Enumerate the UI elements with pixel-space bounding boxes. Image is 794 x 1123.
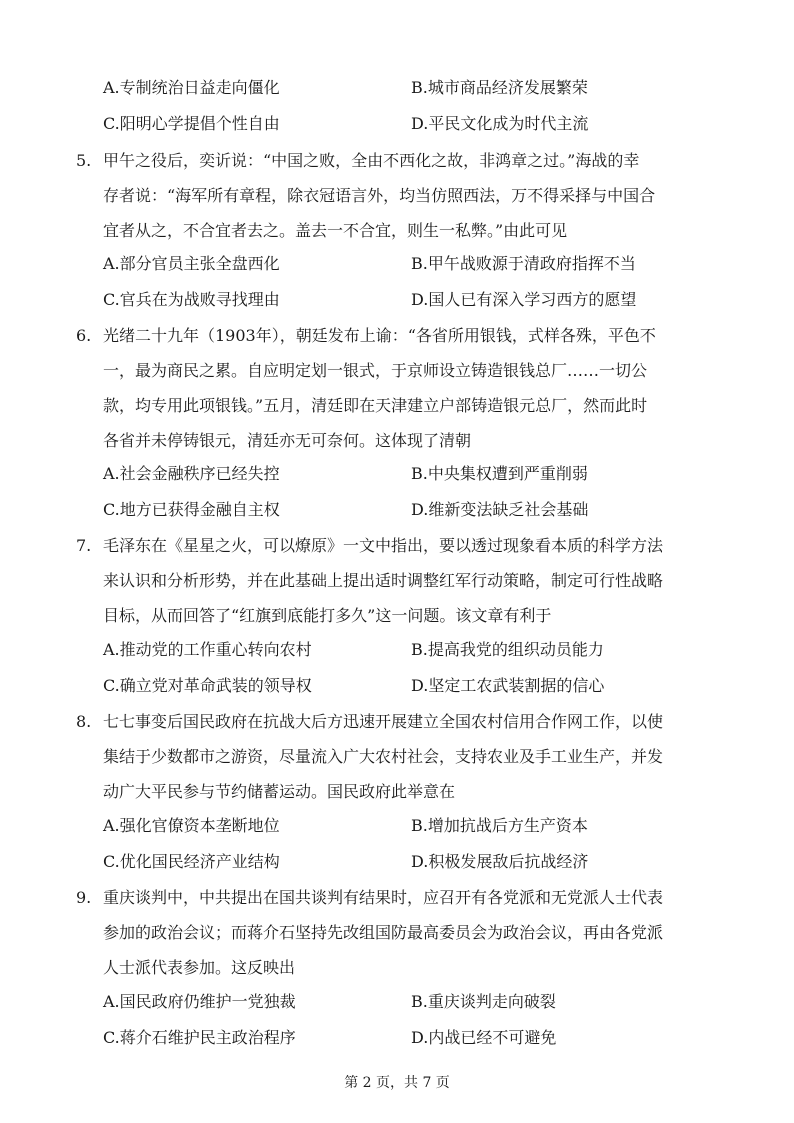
q4-option-d: D.平民文化成为时代主流 — [411, 114, 589, 133]
q4-option-row-1 — [103, 70, 763, 106]
q9-option-c: C.蒋介石维护民主政治程序 — [103, 1028, 296, 1047]
question-9-line-3: 人士派代表参加。这反映出 — [103, 958, 296, 977]
question-5-line-1: 5. 甲午之役后，奕䜣说：“中国之败，全由不西化之故，非鸿章之过。”海战的幸 — [76, 143, 716, 178]
q7-option-c: C.确立党对革命武装的领导权 — [103, 676, 312, 695]
question-7-number: 7. — [76, 536, 92, 555]
q6-option-row-1 — [103, 456, 763, 492]
q8-option-b: B.增加抗战后方生产资本 — [411, 816, 588, 835]
q4-option-b: B.城市商品经济发展繁荣 — [411, 78, 588, 97]
q9-option-d: D.内战已经不可避免 — [411, 1028, 557, 1047]
question-7-line-2: 来认识和分析形势，并在此基础上提出适时调整红军行动策略，制定可行性战略 — [103, 571, 664, 590]
q9-option-row-1 — [103, 984, 763, 1020]
q5-option-a: A.部分官员主张全盘西化 — [103, 254, 280, 273]
q6-options — [103, 456, 763, 528]
q7-option-a: A.推动党的工作重心转向农村 — [103, 640, 312, 659]
q7-option-row-2 — [103, 668, 763, 704]
question-6 — [76, 318, 716, 458]
q9-options — [103, 984, 763, 1056]
question-5 — [76, 143, 716, 248]
question-6-line-1: 6. 光绪二十九年（1903年），朝廷发布上谕：“各省所用银钱，式样各殊，平色不 — [76, 318, 716, 353]
question-8-number: 8. — [76, 712, 92, 731]
question-6-number: 6. — [76, 326, 92, 345]
question-6-line-2: 一，最为商民之累。自应明定划一银式，于京师设立铸造银钱总厂……一切公 — [103, 361, 648, 380]
q6-option-c: C.地方已获得金融自主权 — [103, 500, 280, 519]
q5-option-c: C.官兵在为战败寻找理由 — [103, 290, 280, 309]
question-5-line-3: 宜者从之，不合宜者去之。盖去一不合宜，则生一私弊。”由此可见 — [103, 221, 568, 240]
q7-option-row-1 — [103, 632, 763, 668]
q5-options — [103, 246, 763, 318]
q9-option-a: A.国民政府仍维护一党独裁 — [103, 992, 296, 1011]
question-9 — [76, 880, 716, 985]
question-6-line-4: 各省并未停铸银元，清廷亦无可奈何。这体现了清朝 — [103, 431, 472, 450]
q8-option-row-1 — [103, 808, 763, 844]
q6-option-b: B.中央集权遭到严重削弱 — [411, 464, 588, 483]
question-8-line-1: 8. 七七事变后国民政府在抗战大后方迅速开展建立全国农村信用合作网工作，以使 — [76, 704, 716, 739]
question-8-line-2: 集结于少数都市之游资，尽量流入广大农村社会，支持农业及手工业生产，并发 — [103, 747, 664, 766]
question-9-line-2: 参加的政治会议；而蒋介石坚持先改组国防最高委员会为政治会议，再由各党派 — [103, 923, 664, 942]
q7-options — [103, 632, 763, 704]
question-9-number: 9. — [76, 888, 92, 907]
q7-option-d: D.坚定工农武装割据的信心 — [411, 676, 605, 695]
q5-option-row-1 — [103, 246, 763, 282]
question-5-line-2: 存者说：“海军所有章程，除衣冠语言外，均当仿照西法，万不得采择与中国合 — [103, 186, 656, 205]
question-9-line-1: 9. 重庆谈判中，中共提出在国共谈判有结果时，应召开有各党派和无党派人士代表 — [76, 880, 716, 915]
q4-options — [103, 70, 763, 142]
q5-option-row-2 — [103, 282, 763, 318]
q8-options — [103, 808, 763, 880]
q8-option-a: A.强化官僚资本垄断地位 — [103, 816, 280, 835]
q9-option-b: B.重庆谈判走向破裂 — [411, 992, 556, 1011]
question-8-line-3: 动广大平民参与节约储蓄运动。国民政府此举意在 — [103, 782, 456, 801]
q8-option-row-2 — [103, 844, 763, 880]
q4-option-row-2 — [103, 106, 763, 142]
question-6-line-3: 款，均专用此项银钱。”五月，清廷即在天津建立户部铸造银元总厂，然而此时 — [103, 396, 648, 415]
q5-option-b: B.甲午战败源于清政府指挥不当 — [411, 254, 636, 273]
q4-option-a: A.专制统治日益走向僵化 — [103, 78, 280, 97]
question-7-line-1: 7. 毛泽东在《星星之火，可以燎原》一文中指出，要以透过现象看本质的科学方法 — [76, 528, 716, 563]
q9-option-row-2 — [103, 1020, 763, 1056]
q7-option-b: B.提高我党的组织动员能力 — [411, 640, 604, 659]
question-5-number: 5. — [76, 151, 92, 170]
q6-option-row-2 — [103, 492, 763, 528]
q6-option-d: D.维新变法缺乏社会基础 — [411, 500, 589, 519]
q8-option-c: C.优化国民经济产业结构 — [103, 852, 280, 871]
question-8 — [76, 704, 716, 809]
q6-option-a: A.社会金融秩序已经失控 — [103, 464, 280, 483]
q5-option-d: D.国人已有深入学习西方的愿望 — [411, 290, 637, 309]
question-7 — [76, 528, 716, 633]
q4-option-c: C.阳明心学提倡个性自由 — [103, 114, 280, 133]
q8-option-d: D.积极发展敌后抗战经济 — [411, 852, 589, 871]
page-number-footer: 第 2 页，共 7 页 — [344, 1075, 450, 1091]
question-7-line-3: 目标，从而回答了“红旗到底能打多久”这一问题。该文章有利于 — [103, 606, 552, 625]
